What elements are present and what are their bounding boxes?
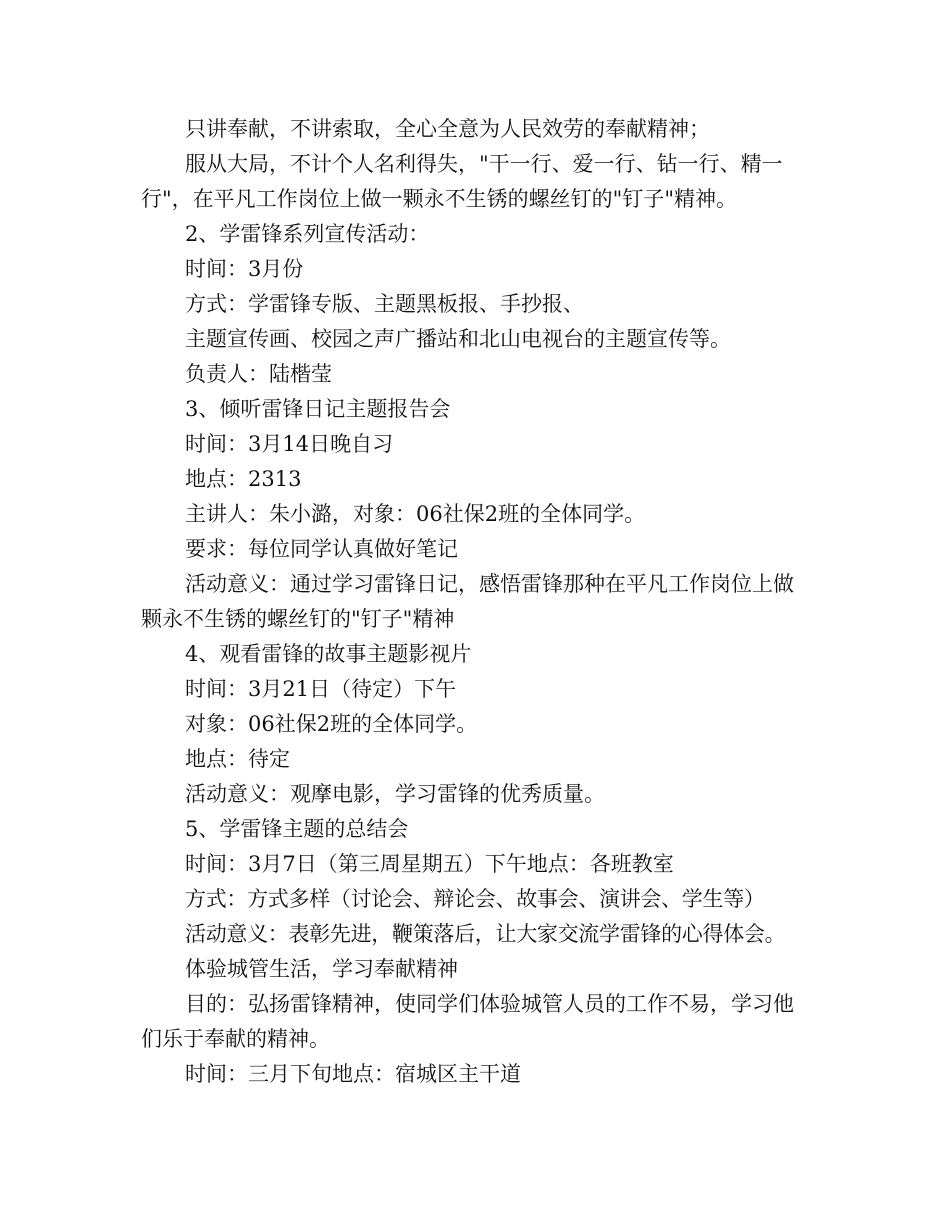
paragraph-time: 时间：3月份 xyxy=(185,257,304,281)
heading-film-viewing: 4、观看雷锋的故事主题影视片 xyxy=(185,642,472,666)
paragraph-location: 地点：待定 xyxy=(185,747,290,771)
paragraph-time-location: 时间：三月下旬地点：宿城区主干道 xyxy=(185,1062,521,1086)
paragraph-location: 地点：2313 xyxy=(185,467,302,491)
heading-city-management: 体验城管生活，学习奉献精神 xyxy=(185,957,458,981)
paragraph-requirement: 要求：每位同学认真做好笔记 xyxy=(185,537,458,561)
paragraph-method-continued: 主题宣传画、校园之声广播站和北山电视台的主题宣传等。 xyxy=(185,327,731,351)
paragraph-person-in-charge: 负责人：陆楷莹 xyxy=(185,362,332,386)
paragraph-nail-spirit: 服从大局，不计个人名利得失，"干一行、爱一行、钻一行、精一行"，在平凡工作岗位上做一颗永不生锈的螺丝钉的"钉子"精神。 xyxy=(141,152,783,211)
paragraph-audience: 对象：06社保2班的全体同学。 xyxy=(185,712,478,736)
heading-diary-report: 3、倾听雷锋日记主题报告会 xyxy=(185,397,451,421)
heading-publicity-activity: 2、学雷锋系列宣传活动： xyxy=(185,222,430,246)
paragraph-method: 方式：方式多样（讨论会、辩论会、故事会、演讲会、学生等） xyxy=(185,887,765,911)
paragraph-time: 时间：3月14日晚自习 xyxy=(185,432,394,456)
paragraph-time-location: 时间：3月7日（第三周星期五）下午地点：各班教室 xyxy=(185,852,674,876)
paragraph-significance: 活动意义：通过学习雷锋日记，感悟雷锋那种在平凡工作岗位上做颗永不生锈的螺丝钉的"钉子"精神 xyxy=(141,572,794,631)
paragraph-significance: 活动意义：观摩电影，学习雷锋的优秀质量。 xyxy=(185,782,605,806)
paragraph-significance: 活动意义：表彰先进，鞭策落后，让大家交流学雷锋的心得体会。 xyxy=(185,922,786,946)
heading-summary-meeting: 5、学雷锋主题的总结会 xyxy=(185,817,409,841)
paragraph-dedication-spirit: 只讲奉献，不讲索取，全心全意为人民效劳的奉献精神； xyxy=(185,117,710,141)
paragraph-time: 时间：3月21日（待定）下午 xyxy=(185,677,457,701)
paragraph-method: 方式：学雷锋专版、主题黑板报、手抄报、 xyxy=(185,292,584,316)
paragraph-purpose: 目的：弘扬雷锋精神，使同学们体验城管人员的工作不易，学习他们乐于奉献的精神。 xyxy=(141,992,794,1051)
document-body xyxy=(141,112,811,1092)
paragraph-speaker: 主讲人：朱小潞，对象：06社保2班的全体同学。 xyxy=(185,502,646,526)
